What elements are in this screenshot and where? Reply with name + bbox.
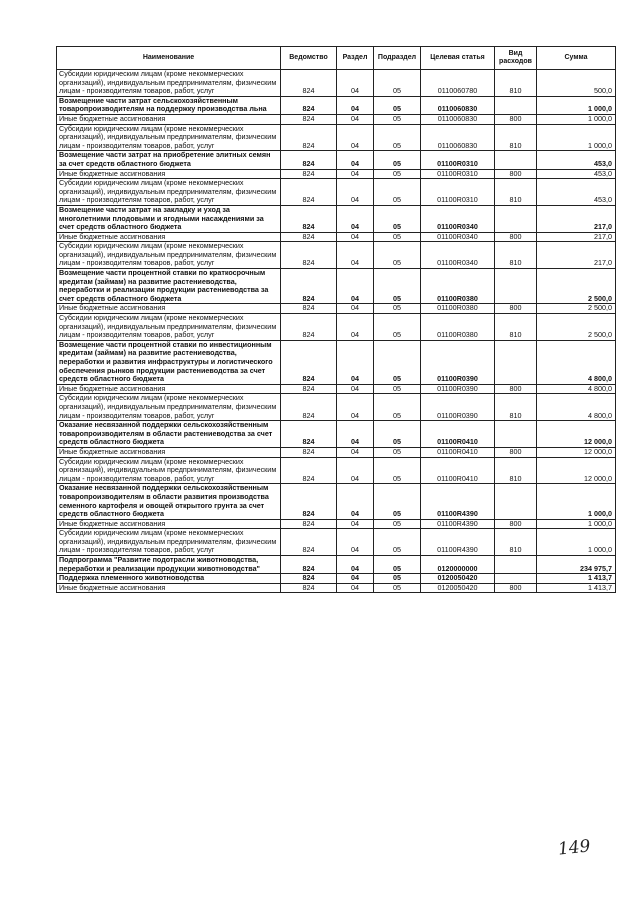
header-subsection: Подраздел [374, 47, 421, 70]
cell-target-article: 0110060830 [421, 124, 495, 151]
cell-target-article: 01100R0340 [421, 242, 495, 269]
cell-amount: 1 000,0 [537, 529, 616, 556]
cell-amount: 453,0 [537, 151, 616, 169]
cell-department: 824 [281, 394, 337, 421]
table-row [57, 583, 616, 593]
cell-section: 04 [337, 556, 374, 574]
table-row [57, 340, 616, 384]
cell-department: 824 [281, 384, 337, 394]
cell-amount: 4 800,0 [537, 394, 616, 421]
cell-expense-type: 810 [495, 70, 537, 97]
cell-subsection: 05 [374, 583, 421, 593]
cell-subsection: 05 [374, 242, 421, 269]
cell-name: Поддержка племенного животноводства [57, 574, 281, 584]
cell-target-article: 01100R0410 [421, 421, 495, 448]
cell-expense-type: 800 [495, 447, 537, 457]
cell-amount: 1 413,7 [537, 574, 616, 584]
cell-department: 824 [281, 269, 337, 304]
cell-subsection: 05 [374, 304, 421, 314]
cell-target-article: 0120050420 [421, 574, 495, 584]
cell-name: Иные бюджетные ассигнования [57, 519, 281, 529]
cell-expense-type: 810 [495, 457, 537, 484]
cell-expense-type [495, 574, 537, 584]
cell-section: 04 [337, 384, 374, 394]
cell-name: Субсидии юридическим лицам (кроме некоммерческих организаций), индивидуальным предпринимателям, физическим лицам - производителям товаров, работ, услуг [57, 70, 281, 97]
cell-target-article: 01100R0390 [421, 384, 495, 394]
cell-expense-type: 800 [495, 232, 537, 242]
cell-name: Иные бюджетные ассигнования [57, 304, 281, 314]
cell-department: 824 [281, 304, 337, 314]
cell-expense-type: 800 [495, 114, 537, 124]
cell-amount: 453,0 [537, 169, 616, 179]
cell-expense-type: 810 [495, 242, 537, 269]
table-row [57, 96, 616, 114]
cell-name: Иные бюджетные ассигнования [57, 232, 281, 242]
cell-name: Возмещение части процентной ставки по инвестиционным кредитам (займам) на развитие растениеводства, переработки и развития инфраструктуры и логистического обеспечения рынков продукции растениеводства за счет средств областного бюджета [57, 340, 281, 384]
cell-expense-type [495, 421, 537, 448]
cell-department: 824 [281, 124, 337, 151]
cell-subsection: 05 [374, 124, 421, 151]
table-row [57, 556, 616, 574]
table-row [57, 242, 616, 269]
budget-table-sheet [56, 46, 615, 593]
cell-department: 824 [281, 519, 337, 529]
cell-section: 04 [337, 124, 374, 151]
cell-subsection: 05 [374, 529, 421, 556]
cell-name: Субсидии юридическим лицам (кроме некоммерческих организаций), индивидуальным предпринимателям, физическим лицам - производителям товаров, работ, услуг [57, 124, 281, 151]
cell-amount: 1 000,0 [537, 96, 616, 114]
cell-amount: 1 000,0 [537, 114, 616, 124]
cell-department: 824 [281, 169, 337, 179]
table-row [57, 314, 616, 341]
cell-expense-type [495, 340, 537, 384]
cell-section: 04 [337, 269, 374, 304]
cell-target-article: 01100R4390 [421, 484, 495, 519]
cell-expense-type [495, 269, 537, 304]
cell-department: 824 [281, 314, 337, 341]
cell-department: 824 [281, 574, 337, 584]
cell-name: Субсидии юридическим лицам (кроме некоммерческих организаций), индивидуальным предпринимателям, физическим лицам - производителям товаров, работ, услуг [57, 457, 281, 484]
cell-name: Возмещение части затрат сельскохозяйственным товаропроизводителям на поддержку производства льна [57, 96, 281, 114]
cell-name: Возмещение части процентной ставки по краткосрочным кредитам (займам) на развитие растениеводства, переработки и реализации продукции растениеводства за счет средств областного бюджета [57, 269, 281, 304]
cell-amount: 453,0 [537, 179, 616, 206]
cell-section: 04 [337, 574, 374, 584]
cell-name: Иные бюджетные ассигнования [57, 583, 281, 593]
cell-section: 04 [337, 114, 374, 124]
cell-department: 824 [281, 205, 337, 232]
cell-subsection: 05 [374, 457, 421, 484]
cell-target-article: 01100R0380 [421, 314, 495, 341]
table-row [57, 304, 616, 314]
cell-expense-type: 800 [495, 583, 537, 593]
header-amount: Сумма [537, 47, 616, 70]
cell-name: Оказание несвязанной поддержки сельскохозяйственным товаропроизводителям в области развития производства семенного картофеля и овощей открытого грунта за счет средств областного бюджета [57, 484, 281, 519]
cell-amount: 4 800,0 [537, 340, 616, 384]
cell-section: 04 [337, 529, 374, 556]
table-row [57, 70, 616, 97]
cell-section: 04 [337, 304, 374, 314]
cell-name: Субсидии юридическим лицам (кроме некоммерческих организаций), индивидуальным предпринимателям, физическим лицам - производителям товаров, работ, услуг [57, 529, 281, 556]
table-row [57, 169, 616, 179]
cell-name: Иные бюджетные ассигнования [57, 169, 281, 179]
cell-expense-type: 800 [495, 519, 537, 529]
cell-subsection: 05 [374, 519, 421, 529]
cell-department: 824 [281, 151, 337, 169]
cell-name: Возмещение части затрат на закладку и уход за многолетними плодовыми и ягодными насаждениями за счет средств областного бюджета [57, 205, 281, 232]
cell-subsection: 05 [374, 394, 421, 421]
cell-name: Субсидии юридическим лицам (кроме некоммерческих организаций), индивидуальным предпринимателям, физическим лицам - производителям товаров, работ, услуг [57, 314, 281, 341]
cell-name: Иные бюджетные ассигнования [57, 114, 281, 124]
table-body [57, 70, 616, 593]
table-row [57, 232, 616, 242]
cell-section: 04 [337, 457, 374, 484]
cell-section: 04 [337, 242, 374, 269]
cell-target-article: 01100R4390 [421, 529, 495, 556]
cell-expense-type: 800 [495, 169, 537, 179]
table-row [57, 151, 616, 169]
cell-amount: 12 000,0 [537, 457, 616, 484]
table-row [57, 114, 616, 124]
cell-section: 04 [337, 314, 374, 341]
cell-target-article: 01100R0340 [421, 232, 495, 242]
cell-section: 04 [337, 394, 374, 421]
cell-amount: 217,0 [537, 205, 616, 232]
cell-expense-type [495, 556, 537, 574]
table-row [57, 519, 616, 529]
table-row [57, 457, 616, 484]
cell-section: 04 [337, 421, 374, 448]
cell-amount: 2 500,0 [537, 314, 616, 341]
cell-target-article: 0120000000 [421, 556, 495, 574]
table-row [57, 269, 616, 304]
cell-amount: 1 000,0 [537, 124, 616, 151]
cell-target-article: 0110060780 [421, 70, 495, 97]
cell-amount: 12 000,0 [537, 421, 616, 448]
table-header-row [57, 47, 616, 70]
header-section: Раздел [337, 47, 374, 70]
cell-subsection: 05 [374, 574, 421, 584]
cell-expense-type [495, 96, 537, 114]
cell-department: 824 [281, 232, 337, 242]
table-row [57, 394, 616, 421]
cell-name: Субсидии юридическим лицам (кроме некоммерческих организаций), индивидуальным предпринимателям, физическим лицам - производителям товаров, работ, услуг [57, 242, 281, 269]
cell-target-article: 01100R0390 [421, 394, 495, 421]
cell-target-article: 01100R0410 [421, 457, 495, 484]
cell-subsection: 05 [374, 484, 421, 519]
cell-section: 04 [337, 70, 374, 97]
cell-subsection: 05 [374, 205, 421, 232]
cell-section: 04 [337, 169, 374, 179]
cell-amount: 2 500,0 [537, 269, 616, 304]
cell-section: 04 [337, 519, 374, 529]
cell-department: 824 [281, 421, 337, 448]
cell-target-article: 01100R0310 [421, 179, 495, 206]
cell-section: 04 [337, 151, 374, 169]
cell-expense-type: 800 [495, 384, 537, 394]
cell-expense-type: 810 [495, 314, 537, 341]
cell-amount: 217,0 [537, 232, 616, 242]
table-row [57, 574, 616, 584]
cell-amount: 500,0 [537, 70, 616, 97]
page-number: 149 [557, 836, 592, 860]
table-row [57, 384, 616, 394]
cell-name: Иные бюджетные ассигнования [57, 384, 281, 394]
cell-department: 824 [281, 340, 337, 384]
table-row [57, 484, 616, 519]
cell-target-article: 01100R0390 [421, 340, 495, 384]
cell-amount: 217,0 [537, 242, 616, 269]
cell-name: Субсидии юридическим лицам (кроме некоммерческих организаций), индивидуальным предпринимателям, физическим лицам - производителям товаров, работ, услуг [57, 394, 281, 421]
cell-section: 04 [337, 179, 374, 206]
cell-amount: 12 000,0 [537, 447, 616, 457]
header-department: Ведомство [281, 47, 337, 70]
cell-department: 824 [281, 447, 337, 457]
cell-department: 824 [281, 96, 337, 114]
table-row [57, 447, 616, 457]
cell-amount: 234 975,7 [537, 556, 616, 574]
cell-target-article: 01100R0380 [421, 269, 495, 304]
table-row [57, 421, 616, 448]
cell-expense-type: 810 [495, 394, 537, 421]
cell-name: Подпрограмма "Развитие подотрасли животноводства, переработки и реализации продукции животноводства" [57, 556, 281, 574]
cell-expense-type: 810 [495, 124, 537, 151]
table-row [57, 529, 616, 556]
table-row [57, 179, 616, 206]
header-expense-type: Вид расходов [495, 47, 537, 70]
cell-section: 04 [337, 96, 374, 114]
cell-name: Иные бюджетные ассигнования [57, 447, 281, 457]
cell-subsection: 05 [374, 179, 421, 206]
cell-subsection: 05 [374, 70, 421, 97]
cell-section: 04 [337, 205, 374, 232]
cell-target-article: 01100R0310 [421, 169, 495, 179]
cell-expense-type [495, 151, 537, 169]
budget-table [56, 46, 616, 593]
cell-target-article: 0120050420 [421, 583, 495, 593]
cell-name: Субсидии юридическим лицам (кроме некоммерческих организаций), индивидуальным предпринимателям, физическим лицам - производителям товаров, работ, услуг [57, 179, 281, 206]
cell-target-article: 01100R0340 [421, 205, 495, 232]
cell-subsection: 05 [374, 96, 421, 114]
cell-department: 824 [281, 583, 337, 593]
cell-amount: 4 800,0 [537, 384, 616, 394]
cell-subsection: 05 [374, 556, 421, 574]
cell-amount: 1 413,7 [537, 583, 616, 593]
header-target-article: Целевая статья [421, 47, 495, 70]
cell-target-article: 01100R0410 [421, 447, 495, 457]
cell-section: 04 [337, 447, 374, 457]
cell-subsection: 05 [374, 114, 421, 124]
cell-subsection: 05 [374, 421, 421, 448]
cell-expense-type: 800 [495, 304, 537, 314]
cell-section: 04 [337, 484, 374, 519]
cell-expense-type: 810 [495, 529, 537, 556]
cell-section: 04 [337, 583, 374, 593]
cell-amount: 1 000,0 [537, 484, 616, 519]
cell-target-article: 0110060830 [421, 96, 495, 114]
cell-department: 824 [281, 529, 337, 556]
cell-department: 824 [281, 179, 337, 206]
header-name: Наименование [57, 47, 281, 70]
cell-name: Оказание несвязанной поддержки сельскохозяйственным товаропроизводителям в области растениеводства за счет средств областного бюджета [57, 421, 281, 448]
cell-amount: 1 000,0 [537, 519, 616, 529]
cell-target-article: 01100R0310 [421, 151, 495, 169]
cell-expense-type [495, 205, 537, 232]
cell-department: 824 [281, 556, 337, 574]
cell-subsection: 05 [374, 151, 421, 169]
cell-department: 824 [281, 242, 337, 269]
cell-expense-type [495, 484, 537, 519]
cell-section: 04 [337, 232, 374, 242]
cell-name: Возмещение части затрат на приобретение элитных семян за счет средств областного бюджета [57, 151, 281, 169]
cell-subsection: 05 [374, 169, 421, 179]
cell-department: 824 [281, 114, 337, 124]
cell-target-article: 01100R4390 [421, 519, 495, 529]
cell-amount: 2 500,0 [537, 304, 616, 314]
cell-department: 824 [281, 70, 337, 97]
cell-expense-type: 810 [495, 179, 537, 206]
cell-subsection: 05 [374, 340, 421, 384]
cell-subsection: 05 [374, 269, 421, 304]
cell-department: 824 [281, 484, 337, 519]
cell-target-article: 01100R0380 [421, 304, 495, 314]
cell-department: 824 [281, 457, 337, 484]
cell-target-article: 0110060830 [421, 114, 495, 124]
cell-section: 04 [337, 340, 374, 384]
cell-subsection: 05 [374, 384, 421, 394]
cell-subsection: 05 [374, 447, 421, 457]
cell-subsection: 05 [374, 232, 421, 242]
table-row [57, 205, 616, 232]
table-row [57, 124, 616, 151]
cell-subsection: 05 [374, 314, 421, 341]
